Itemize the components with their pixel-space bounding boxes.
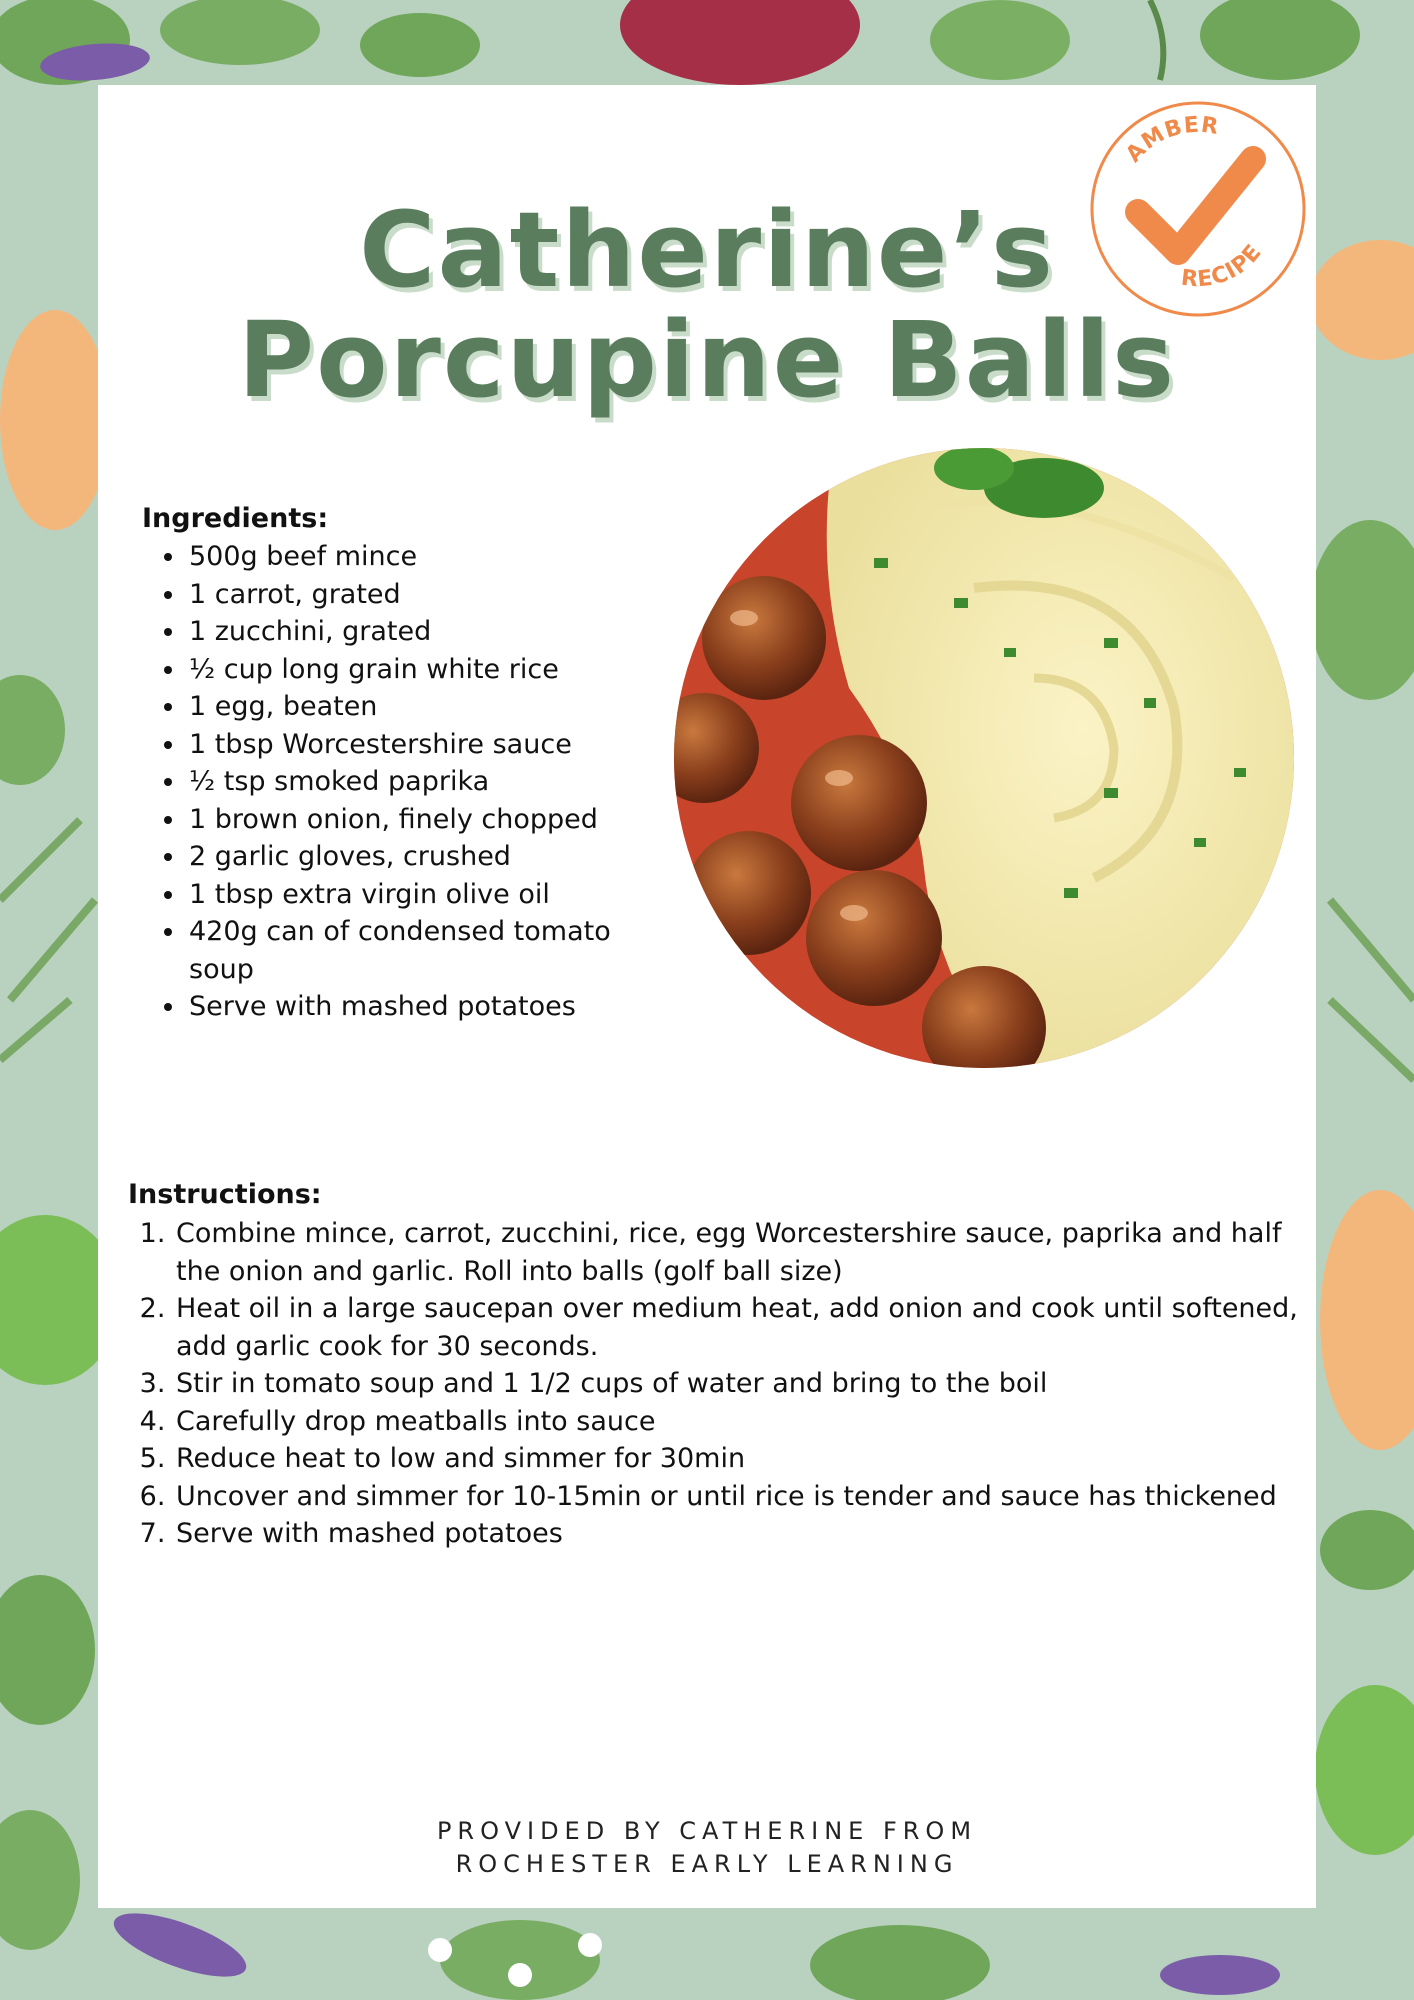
- instruction-step: 7. Serve with mashed potatoes: [174, 1515, 1304, 1553]
- ingredient-item: • 1 brown onion, finely chopped: [187, 801, 787, 839]
- recipe-card: [98, 85, 1316, 1908]
- checkmark-icon: [1138, 159, 1253, 252]
- ingredient-item: • ½ tsp smoked paprika: [187, 763, 787, 801]
- recipe-title-line1: Catherine’s: [359, 189, 1055, 311]
- svg-text:AMBER: [1121, 113, 1220, 168]
- flower-icon: [508, 1963, 532, 1987]
- recipe-title-line2: Porcupine Balls: [237, 299, 1177, 421]
- leaf-icon: [360, 13, 480, 77]
- meatball-icon: [791, 735, 927, 871]
- meatball-icon: [806, 870, 942, 1006]
- flower-icon: [428, 1938, 452, 1962]
- instructions-heading: Instructions:: [128, 1179, 322, 1210]
- footer-line1: PROVIDED BY CATHERINE FROM: [436, 1817, 978, 1845]
- instruction-step: 6. Uncover and simmer for 10-15min or until rice is tender and sauce has thickened: [174, 1478, 1304, 1516]
- meatballs-mash-photo: [674, 448, 1294, 1068]
- meatball-icon: [702, 576, 826, 700]
- ingredient-item: • 1 zucchini, grated: [187, 613, 787, 651]
- eggplant-icon: [1160, 1955, 1280, 1995]
- badge-top-text: AMBER: [1121, 112, 1221, 168]
- pumpkin-icon: [0, 310, 110, 530]
- instruction-step: 1. Combine mince, carrot, zucchini, rice, egg Worcestershire sauce, paprika and half the onion and garlic. Roll into balls (golf ball size): [174, 1215, 1304, 1290]
- instructions-list: [128, 1215, 1304, 1553]
- instruction-step: 3. Stir in tomato soup and 1 1/2 cups of water and bring to the boil: [174, 1365, 1304, 1403]
- badge-bottom-text: RECIPE: [1179, 239, 1268, 293]
- ingredient-item: • 420g can of condensed tomato soup: [187, 913, 619, 988]
- instruction-step: 4. Carefully drop meatballs into sauce: [174, 1403, 1304, 1441]
- ingredient-item: • 1 tbsp Worcestershire sauce: [187, 726, 787, 764]
- ingredients-heading: Ingredients:: [142, 503, 329, 534]
- ingredient-item: • 1 egg, beaten: [187, 688, 787, 726]
- amber-recipe-badge: [1083, 94, 1313, 324]
- ingredient-item: • 500g beef mince: [187, 538, 787, 576]
- leaf-icon: [930, 0, 1070, 80]
- ingredient-item: • ½ cup long grain white rice: [187, 651, 787, 689]
- leaf-icon: [440, 1920, 600, 2000]
- instruction-step: 2. Heat oil in a large saucepan over medium heat, add onion and cook until softened, add garlic cook for 30 seconds.: [174, 1290, 1304, 1365]
- ingredient-item: • 1 tbsp extra virgin olive oil: [187, 876, 787, 914]
- ingredient-item: • 1 carrot, grated: [187, 576, 787, 614]
- footer-line2: ROCHESTER EARLY LEARNING: [455, 1850, 959, 1878]
- instruction-step: 5. Reduce heat to low and simmer for 30min: [174, 1440, 1304, 1478]
- ingredient-item: • Serve with mashed potatoes: [187, 988, 787, 1026]
- provided-by-footer: [98, 1815, 1316, 1881]
- ingredient-item: • 2 garlic gloves, crushed: [187, 838, 787, 876]
- parsley-icon: [934, 448, 1014, 490]
- meatball-icon: [687, 831, 811, 955]
- flower-icon: [578, 1933, 602, 1957]
